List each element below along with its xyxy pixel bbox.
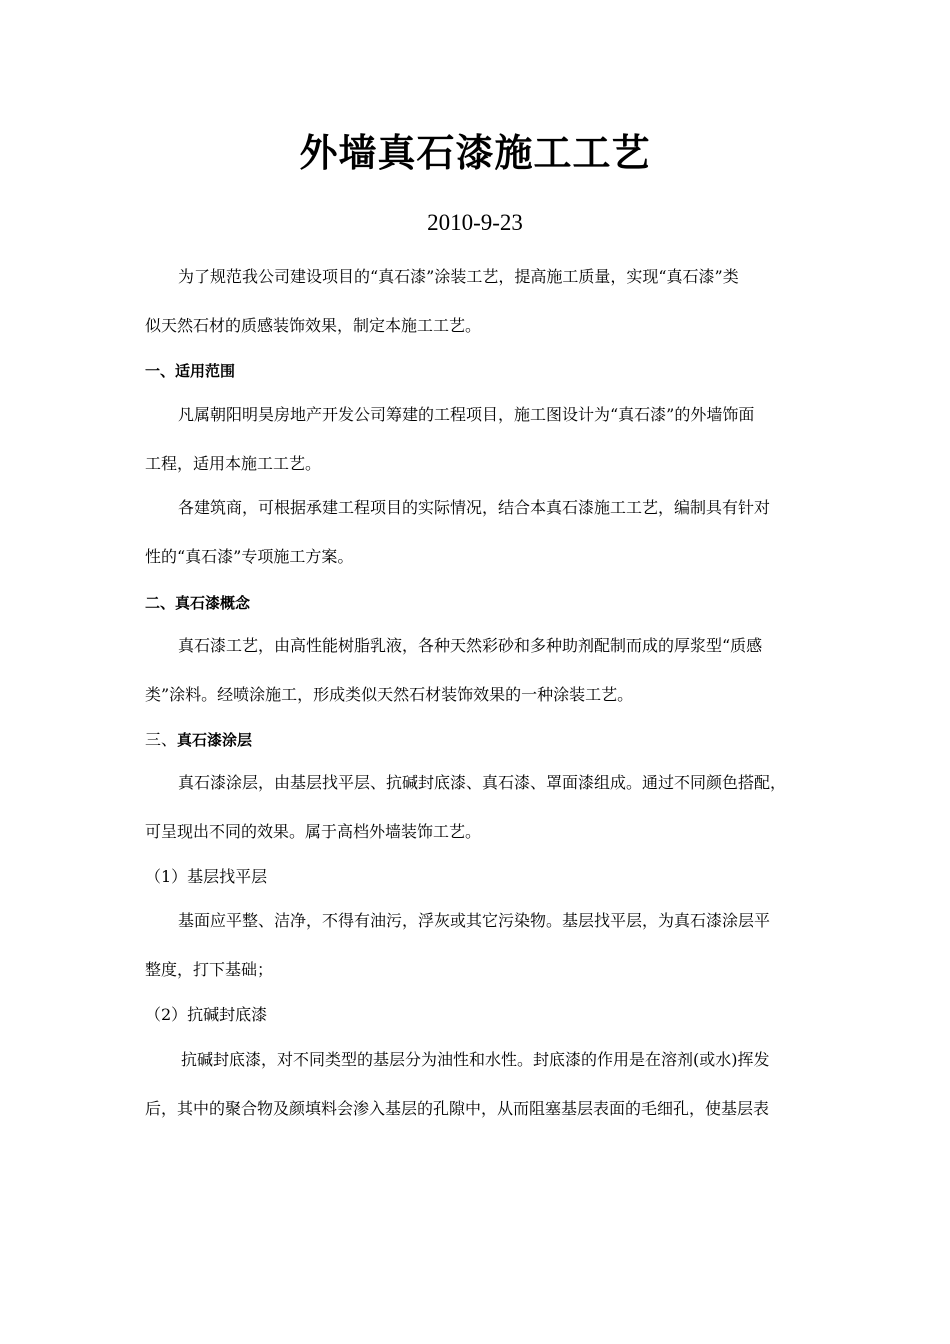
section-heading-prefix: 三、 xyxy=(145,730,178,749)
section-heading: 一、适用范围 xyxy=(145,362,236,380)
subsection-heading: （2）抗碱封底漆 xyxy=(145,1005,268,1024)
paragraph-line: 真石漆涂层，由基层找平层、抗碱封底漆、真石漆、罩面漆组成。通过不同颜色搭配， xyxy=(178,773,787,792)
paragraph-line: 性的“真石漆”专项施工方案。 xyxy=(145,547,354,566)
section-heading xyxy=(145,729,825,751)
paragraph-line: 类”涂料。经喷涂施工，形成类似天然石材装饰效果的一种涂装工艺。 xyxy=(145,685,634,704)
paragraph-line: 凡属朝阳明昊房地产开发公司筹建的工程项目，施工图设计为“真石漆”的外墙饰面 xyxy=(178,405,755,424)
paragraph-line: 真石漆工艺，由高性能树脂乳液，各种天然彩砂和多种助剂配制而成的厚浆型“质感 xyxy=(178,636,763,655)
paragraph-line: 整度，打下基础； xyxy=(145,960,274,979)
paragraph-line: 基面应平整、洁净，不得有油污，浮灰或其它污染物。基层找平层，为真石漆涂层平 xyxy=(178,911,771,930)
document-date: 2010-9-23 xyxy=(427,210,523,235)
subsection-heading: （1）基层找平层 xyxy=(145,867,268,886)
paragraph-line: 工程，适用本施工工艺。 xyxy=(145,454,322,473)
section-heading: 二、真石漆概念 xyxy=(145,594,251,612)
paragraph-line: 可呈现出不同的效果。属于高档外墙装饰工艺。 xyxy=(145,822,482,841)
paragraph-line: 似天然石材的质感装饰效果，制定本施工工艺。 xyxy=(145,316,482,335)
document-title: 外墙真石漆施工工艺 xyxy=(299,131,651,175)
paragraph-line: 抗碱封底漆，对不同类型的基层分为油性和水性。封底漆的作用是在溶剂(或水)挥发 xyxy=(181,1050,770,1069)
paragraph-line: 后，其中的聚合物及颜填料会渗入基层的孔隙中，从而阻塞基层表面的毛细孔，使基层表 xyxy=(145,1099,770,1118)
paragraph-line: 各建筑商，可根据承建工程项目的实际情况，结合本真石漆施工工艺，编制具有针对 xyxy=(178,498,771,517)
section-heading-text: 真石漆涂层 xyxy=(177,731,253,749)
paragraph-line: 为了规范我公司建设项目的“真石漆”涂装工艺，提高施工质量，实现“真石漆”类 xyxy=(178,267,739,286)
